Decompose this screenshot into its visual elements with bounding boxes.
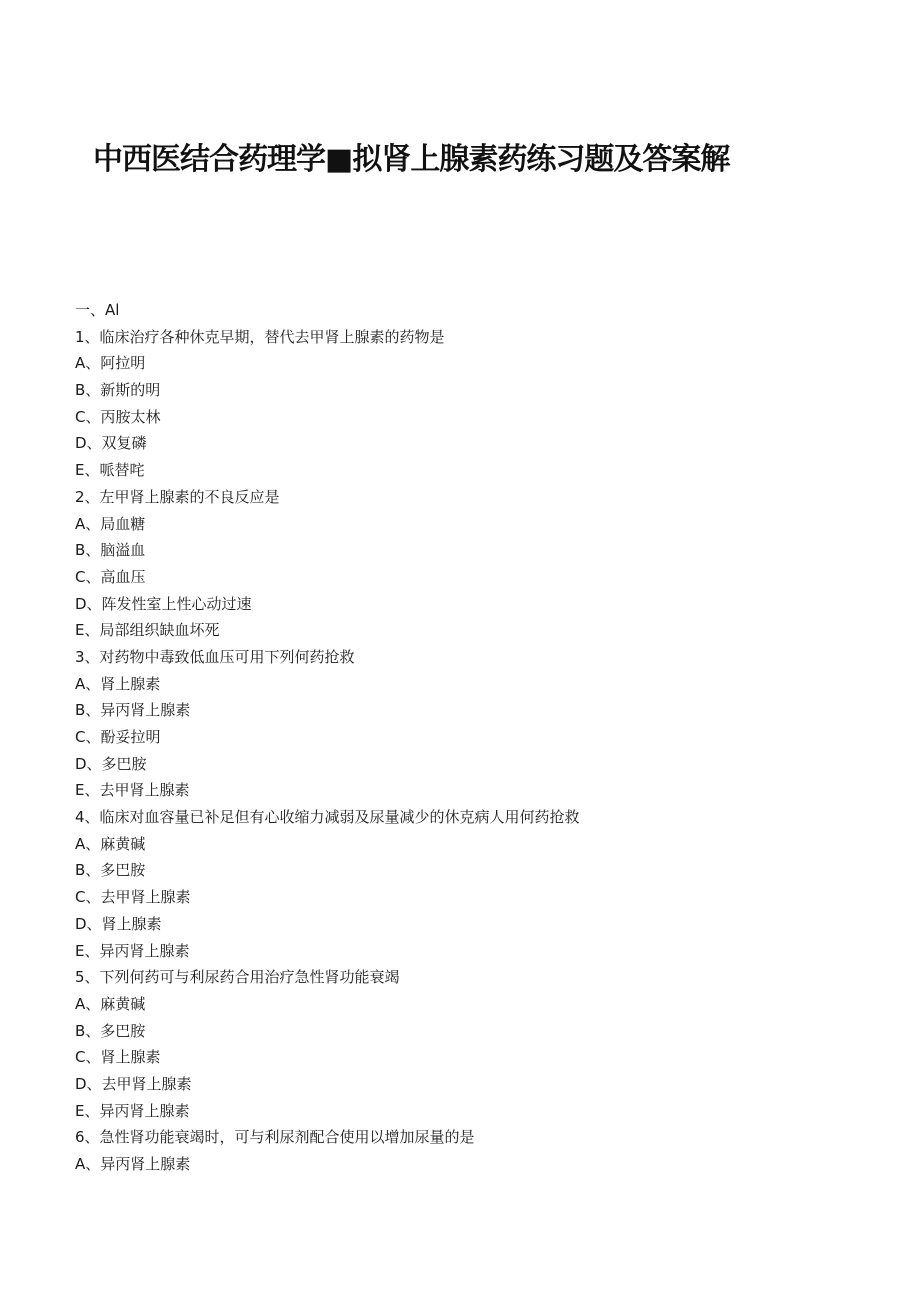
answer-option: B、脑溢血 (75, 541, 146, 560)
question-list (75, 324, 875, 1178)
question-stem: 2、左甲肾上腺素的不良反应是 (75, 487, 280, 506)
answer-option: A、局血糖 (75, 514, 146, 533)
document-title: 中西医结合药理学■拟肾上腺素药练习题及答案解 (93, 142, 730, 177)
answer-option: D、去甲肾上腺素 (75, 1074, 192, 1093)
answer-option: C、丙胺太林 (75, 407, 161, 426)
question-stem: 6、急性肾功能衰竭时，可与利尿剂配合使用以增加尿量的是 (75, 1128, 475, 1147)
answer-option: C、去甲肾上腺素 (75, 888, 191, 907)
section-heading: 一、Al (75, 301, 120, 319)
answer-option: B、多巴胺 (75, 1021, 146, 1040)
answer-option: A、肾上腺素 (75, 674, 161, 693)
answer-option: E、局部组织缺血坏死 (75, 621, 220, 640)
answer-option: C、肾上腺素 (75, 1048, 161, 1067)
answer-option: C、高血压 (75, 567, 146, 586)
answer-option: A、麻黄碱 (75, 834, 146, 853)
answer-option: E、异丙肾上腺素 (75, 1101, 190, 1120)
answer-option: D、阵发性室上性心动过速 (75, 594, 252, 613)
answer-option: E、异丙肾上腺素 (75, 941, 190, 960)
answer-option: A、阿拉明 (75, 354, 146, 373)
answer-option: D、多巴胺 (75, 754, 147, 773)
answer-option: E、哌替咤 (75, 461, 145, 480)
question-stem: 5、下列何药可与利尿药合用治疗急性肾功能衰竭 (75, 968, 400, 987)
answer-option: A、麻黄碱 (75, 994, 146, 1013)
document-body (75, 297, 875, 1178)
answer-option: B、新斯的明 (75, 381, 161, 400)
answer-option: D、肾上腺素 (75, 914, 162, 933)
answer-option: A、异丙肾上腺素 (75, 1155, 191, 1173)
answer-option: C、酚妥拉明 (75, 728, 161, 746)
answer-option: D、双复磷 (75, 434, 147, 453)
answer-option: E、去甲肾上腺素 (75, 781, 190, 800)
question-stem: 3、对药物中毒致低血压可用下列何药抢救 (75, 647, 355, 666)
question-stem: 4、临床对血容量已补足但有心收缩力减弱及尿量减少的休克病人用何药抢救 (75, 808, 580, 827)
answer-option: B、异丙肾上腺素 (75, 701, 191, 720)
question-stem: 1、临床治疗各种休克早期，替代去甲肾上腺素的药物是 (75, 327, 445, 346)
answer-option: B、多巴胺 (75, 861, 146, 880)
